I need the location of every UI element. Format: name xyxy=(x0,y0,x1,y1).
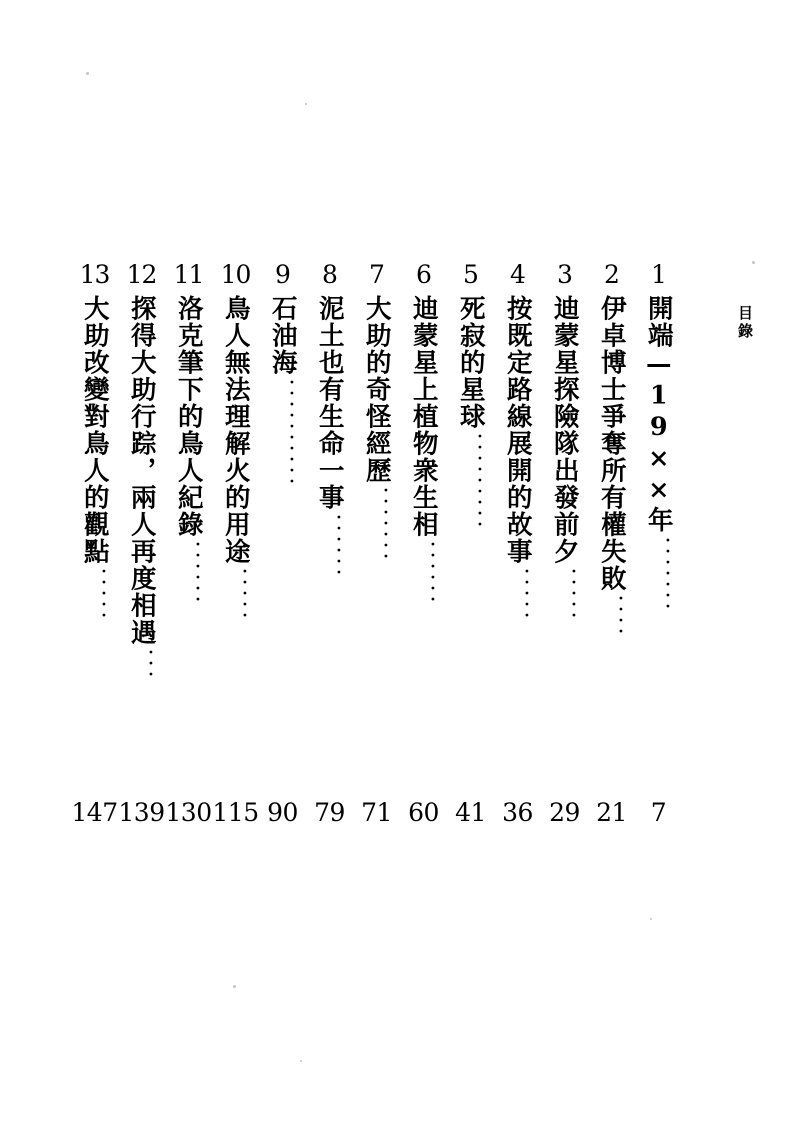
entry-title: 洛克筆下的鳥人紀錄 xyxy=(173,295,204,538)
entry-title: 死寂的星球 xyxy=(455,295,486,430)
entry-leader-dots: ．．．．． xyxy=(505,568,531,634)
entry-page-number: 147 xyxy=(71,798,118,827)
entry-page-number: 60 xyxy=(408,798,439,827)
entry-leader-dots: ．．．． xyxy=(599,595,625,650)
entry-leader-dots: ．．．．．．． xyxy=(646,536,672,625)
entry-title: 泥土也有生命一事 xyxy=(314,295,345,511)
list-item xyxy=(541,262,588,862)
entry-number: 9 xyxy=(275,260,290,289)
list-item xyxy=(212,262,259,862)
list-item xyxy=(635,262,682,862)
entry-leader-dots: ．．．．．． xyxy=(317,514,343,591)
entry-page-number: 36 xyxy=(502,798,533,827)
entry-leader-dots: ．．．．． xyxy=(552,568,578,634)
entry-title: 伊卓博士爭奪所有權失敗 xyxy=(596,295,627,592)
entry-leader-dots: ．．． xyxy=(129,649,155,693)
entry-title: 迪蒙星上植物衆生相 xyxy=(408,295,439,538)
entry-number: 13 xyxy=(79,260,110,289)
list-item xyxy=(306,262,353,862)
entry-leader-dots: ．．．．． xyxy=(223,568,249,634)
entry-title: 開端—19××年 xyxy=(643,295,674,534)
entry-title: 大助的奇怪經歷 xyxy=(361,295,392,484)
scan-speckle xyxy=(300,1060,302,1062)
entry-number: 10 xyxy=(220,260,251,289)
list-item xyxy=(165,262,212,862)
scan-speckle xyxy=(233,985,236,988)
entry-title: 按既定路線展開的故事 xyxy=(502,295,533,565)
list-item xyxy=(400,262,447,862)
scan-speckle xyxy=(305,103,307,105)
entry-page-number: 139 xyxy=(118,798,165,827)
entry-number: 1 xyxy=(651,260,666,289)
entry-leader-dots: ．．．．．．．．． xyxy=(458,433,484,543)
entry-page-number: 71 xyxy=(361,798,392,827)
list-item xyxy=(447,262,494,862)
toc-entry-list xyxy=(70,262,682,862)
entry-page-number: 41 xyxy=(455,798,486,827)
entry-title: 石油海 xyxy=(267,295,298,376)
entry-number: 4 xyxy=(510,260,525,289)
entry-title: 鳥人無法理解火的用途 xyxy=(220,295,251,565)
page-number-row xyxy=(70,800,682,830)
entry-page-number: 90 xyxy=(267,798,298,827)
entry-page-number: 7 xyxy=(650,798,667,827)
list-item xyxy=(71,262,118,862)
entry-page-number: 115 xyxy=(212,798,259,827)
entry-leader-dots: ．．．．．． xyxy=(176,541,202,618)
entry-title: 大助改變對鳥人的觀點 xyxy=(79,295,110,565)
list-item xyxy=(118,262,165,862)
list-item xyxy=(588,262,635,862)
page-title: 目錄 xyxy=(736,305,754,341)
entry-page-number: 79 xyxy=(314,798,345,827)
scan-speckle xyxy=(86,72,89,75)
entry-page-number: 29 xyxy=(549,798,580,827)
entry-number: 3 xyxy=(557,260,572,289)
list-item xyxy=(353,262,400,862)
entry-leader-dots: ．．．．．． xyxy=(411,541,437,618)
entry-number: 12 xyxy=(126,260,157,289)
entry-leader-dots: ．．．．． xyxy=(82,568,108,634)
scan-speckle xyxy=(650,918,652,920)
entry-number: 6 xyxy=(416,260,431,289)
entry-leader-dots: ．．．．．．．．．． xyxy=(270,379,296,500)
entry-title: 探得大助行踪，兩人再度相遇 xyxy=(126,295,157,646)
scan-speckle xyxy=(752,261,755,264)
entry-number: 11 xyxy=(173,260,204,289)
list-item xyxy=(259,262,306,862)
entry-title: 迪蒙星探險隊出發前夕 xyxy=(549,295,580,565)
entry-number: 7 xyxy=(369,260,384,289)
entry-page-number: 21 xyxy=(596,798,627,827)
entry-number: 2 xyxy=(604,260,619,289)
entry-leader-dots: ．．．．．．． xyxy=(364,487,390,575)
entry-number: 5 xyxy=(463,260,478,289)
entry-page-number: 130 xyxy=(165,798,212,827)
entry-number: 8 xyxy=(322,260,337,289)
list-item xyxy=(494,262,541,862)
